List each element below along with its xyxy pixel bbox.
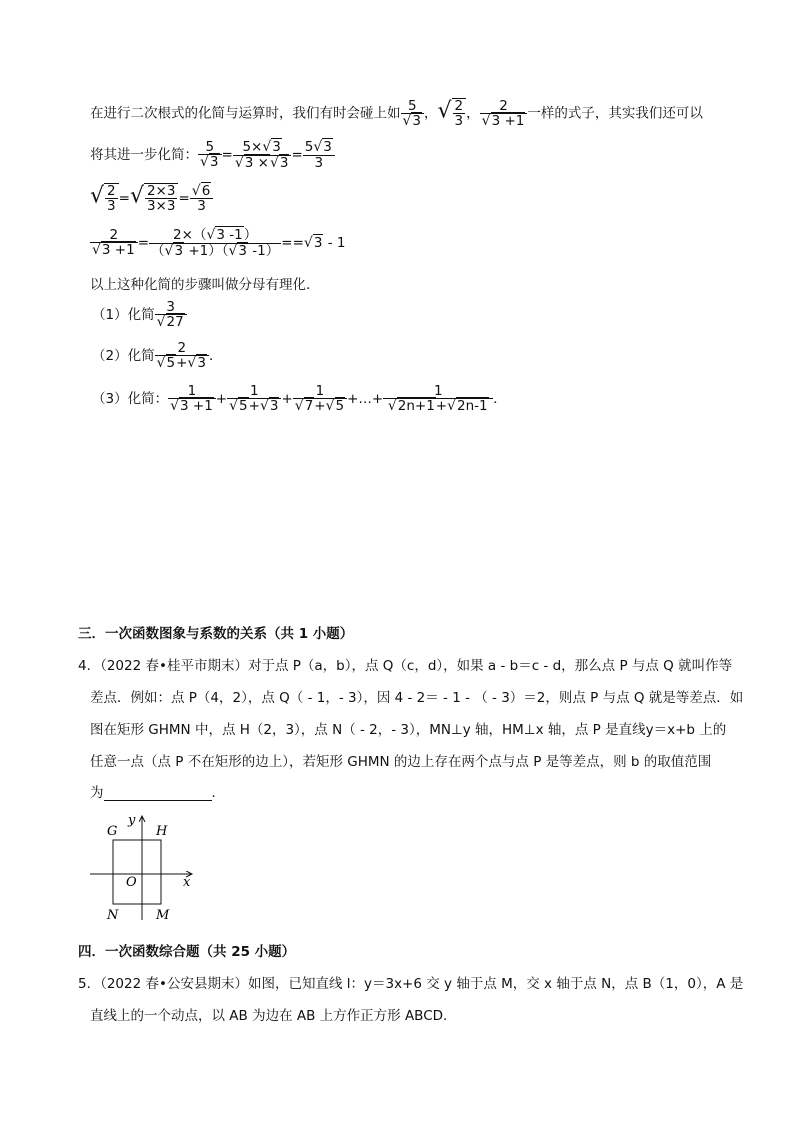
label-H: H <box>156 824 168 839</box>
problem-5-line-2: 直线上的一个动点，以 AB 为边在 AB 上方作正方形 ABCD． <box>90 1008 457 1024</box>
problem-4-line-2: 差点．例如：点 P（4，2），点 Q（ - 1，- 3），因 4 - 2＝ - 1 - （ - 3）＝2，则点 P 与点 Q 就是等差点．如 <box>90 690 744 706</box>
problem-4-line-1: 4．（2022 春•桂平市期末）对于点 P（a，b），点 Q（c，d），如果 a - b＝c - d，那么点 P 与点 Q 就叫作等 <box>78 658 733 674</box>
problem-5-line-1: 5．（2022 春•公安县期末）如图，已知直线 l：y＝3x+6 交 y 轴于点 M，交 x 轴于点 N，点 B（1，0），A 是 <box>78 976 744 992</box>
problem-4-line-5: 为 ． <box>90 785 225 801</box>
question-3: （3）化简： $\frac{1}{√3 +1}$ + $\frac{1}{√5+√3}$ + $\frac{1}{√7+√5}$ +…+ $\frac{1}{√2n+1+√2n-1}$ ． <box>92 383 507 415</box>
label-O: O <box>126 875 137 890</box>
denominator: √3 <box>402 112 422 129</box>
intro-text: 在进行二次根式的化简与运算时，我们有时会碰上如 <box>90 105 401 122</box>
label-G: G <box>107 824 118 839</box>
example-2: √ $\frac{2}{3}$ =√ $\frac{2\times 3}{3\times 3}$ = $\frac{√6}{3}$ <box>90 183 213 214</box>
fraction-2-over-root3-plus-1: $\frac{2}{√3 +1}$ <box>480 99 528 129</box>
conclusion-text: 以上这种化简的步骤叫做分母有理化． <box>90 277 320 293</box>
intro-line-1: 在进行二次根式的化简与运算时，我们有时会碰上如 $\frac{5}{√3}$ ，√ $\frac{2}{3}$ ， $\frac{2}{√3 +1}$ 一样的式子，其实我们还可以 <box>90 97 703 130</box>
root-2-over-3: √ $\frac{2}{3}$ <box>438 98 467 128</box>
example-3: $\frac{2}{√3 +1}$ = $\frac{2\times(√3 -1)}{(√3 +1)(√3 -1)}$ ==√3 - 1 <box>92 227 346 259</box>
section-3-heading: 三．一次函数图象与系数的关系（共 1 小题） <box>78 626 354 642</box>
problem-4-line-4: 任意一点（点 P 不在矩形的边上），若矩形 GHMN 的边上存在两个点与点 P 是等差点，则 b 的取值范围 <box>90 754 712 770</box>
numerator: 5 <box>401 99 425 114</box>
example-1: 将其进一步化简： $\frac{5}{√3}$ = $\frac{5\times√3}{√3 \times√3}$ = $\frac{5√3}{3}$ <box>90 140 335 170</box>
rectangle-ghmn <box>113 840 161 904</box>
section-4-heading: 四．一次函数综合题（共 25 小题） <box>78 944 296 960</box>
problem-4-line-3: 图在矩形 GHMN 中，点 H（2，3），点 N（ - 2，- 3），MN⊥y 轴，HM⊥x 轴，点 P 是直线y＝x+b 上的 <box>90 722 727 738</box>
label-y: y <box>128 813 136 828</box>
question-1: （1）化简 $\frac{3}{√27}$ <box>92 300 187 330</box>
intro-text-2: 将其进一步化简： <box>90 147 198 164</box>
fraction-5-over-root3 <box>401 99 425 129</box>
label-M: M <box>156 908 170 923</box>
intro-text-suffix: 一样的式子，其实我们还可以 <box>527 105 703 122</box>
rectangle-figure <box>88 810 200 926</box>
label-x: x <box>183 875 191 890</box>
label-N: N <box>107 908 119 923</box>
answer-blank[interactable] <box>104 786 212 801</box>
question-2: （2）化简 $\frac{2}{√5+√3}$ ． <box>92 340 223 372</box>
